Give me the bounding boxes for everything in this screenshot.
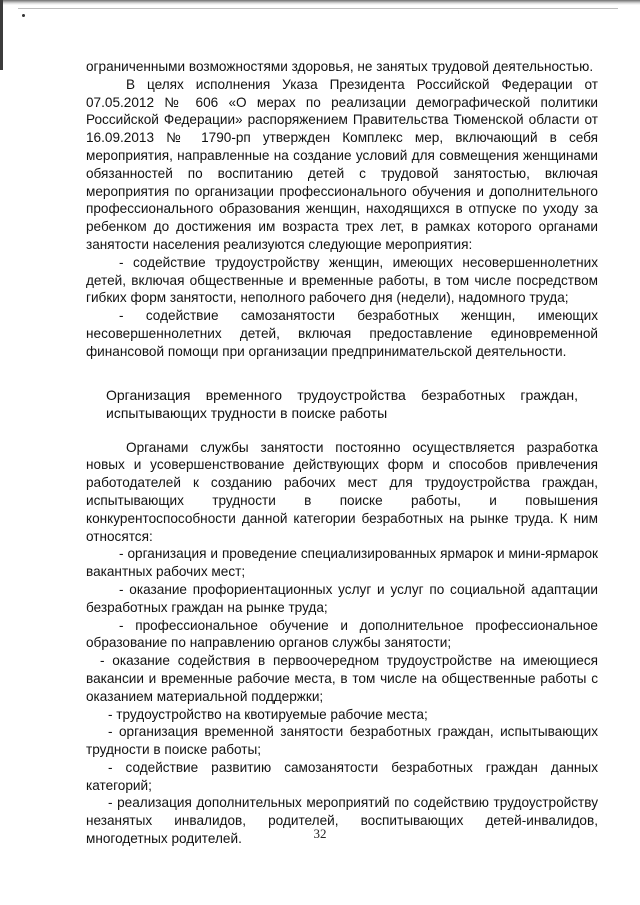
paragraph-decree: В целях исполнения Указа Президента Российской Федерации от 07.05.2012 № 606 «О мерах по реализации демографической политики Российской Федерации» распоряжением Правительства Тюменской области от 16.09.2013 № 1790-рп утвержден Комплекс мер, включающий в себя мероприятия, направленные на создание условий для совмещения женщинами обязанностей по воспитанию детей с трудовой занятостью, включая мероприятия по организации профессионального обучения и дополнительного профессионального образования женщин, находящихся в отпуске по уходу за ребенком до достижения им возраста трех лет, в рамках которого органами занятости населения реализуются следующие мероприятия: xyxy=(86,76,598,252)
list-item: - оказание содействия в первоочередном трудоустройстве на имеющиеся вакансии и временные рабочие места, в том числе на общественные работы с оказанием материальной поддержки; xyxy=(86,653,598,704)
paragraph-section-intro: Органами службы занятости постоянно осуществляется разработка новых и усовершенствование действующих форм и способов привлечения работодателей к созданию рабочих мест для трудоустройства граждан, испытывающих трудности в поиске работы, и повышения конкурентоспособности данной категории безработных на рынке труда. К ним относятся: xyxy=(86,439,598,544)
paragraph-measure-self-employment: - содействие самозанятости безработных женщин, имеющих несовершеннолетних детей, включая предоставление единовременной финансовой помощи при организации предпринимательской деятельности. xyxy=(86,308,598,359)
list-item: - содействие развитию самозанятости безработных граждан данных категорий; xyxy=(86,759,598,793)
list-item: - трудоустройство на квотируемые рабочие места; xyxy=(108,706,428,722)
section-heading: Организация временного трудоустройства безработных граждан, испытывающих трудности в поиске работы xyxy=(106,386,578,422)
document-body xyxy=(86,58,598,848)
page-number: 32 xyxy=(313,826,327,841)
list-item: - организация и проведение специализированных ярмарок и мини-ярмарок вакантных рабочих мест; xyxy=(86,546,598,580)
list-item: - организация временной занятости безработных граждан, испытывающих трудности в поиске работы; xyxy=(86,724,598,758)
scan-top-edge xyxy=(0,0,640,5)
list-item: - оказание профориентационных услуг и услуг по социальной адаптации безработных граждан на рынке труда; xyxy=(86,581,598,615)
spacer xyxy=(86,423,598,439)
spacer xyxy=(86,361,598,386)
paragraph-continuation: ограниченными возможностями здоровья, не занятых трудовой деятельностью. xyxy=(86,59,594,74)
list-item: - реализация дополнительных мероприятий по содействию трудоустройству незанятых инвалидов, родителей, воспитывающих детей-инвалидов, многодетных родителей. xyxy=(86,795,598,847)
scan-speck xyxy=(22,14,25,17)
scan-left-edge xyxy=(0,0,3,70)
paragraph-measure-employment: - содействие трудоустройству женщин, имеющих несовершеннолетних детей, включая общественные и временные работы, в том числе посредством гибких форм занятости, неполного рабочего дня (недели), надомного труда; xyxy=(86,254,598,306)
scan-top-rule xyxy=(18,8,618,9)
list-item: - профессиональное обучение и дополнительное профессиональное образование по направлению органов службы занятости; xyxy=(86,617,598,651)
